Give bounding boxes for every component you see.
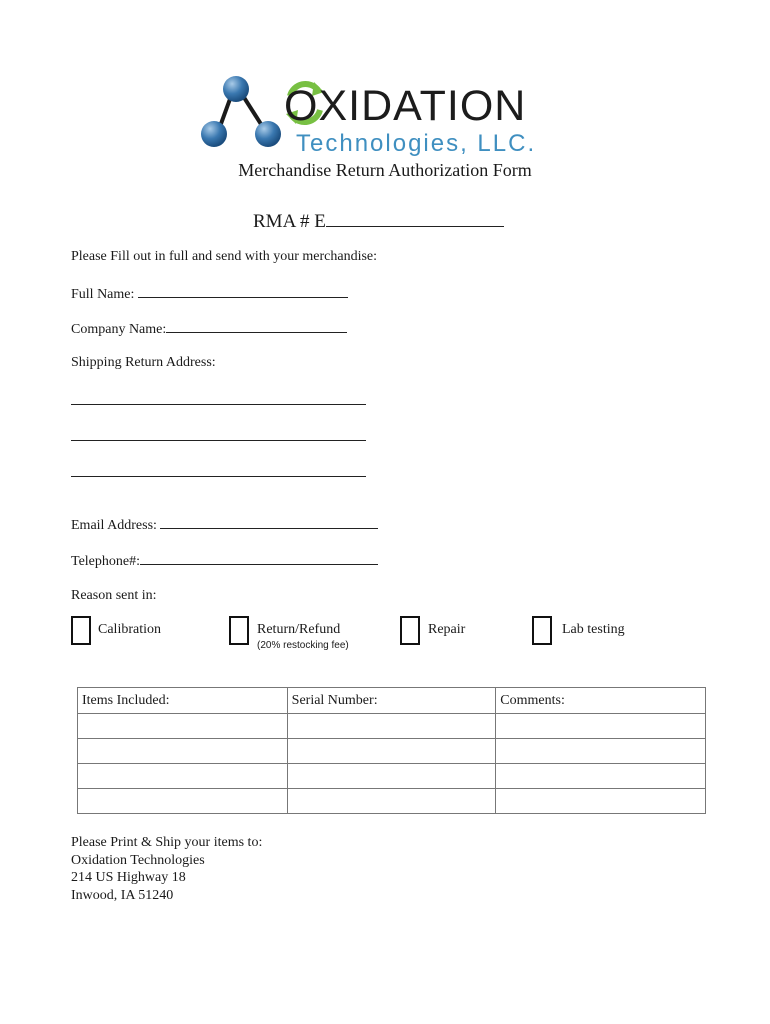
email-field[interactable] xyxy=(71,516,378,534)
table-cell[interactable] xyxy=(287,714,496,739)
items-table xyxy=(77,687,706,814)
table-cell[interactable] xyxy=(78,764,288,789)
calibration-label: Calibration xyxy=(98,622,161,637)
address-line-2[interactable] xyxy=(71,440,366,441)
repair-label: Repair xyxy=(428,622,466,637)
oxidation-logo xyxy=(196,74,576,160)
table-cell[interactable] xyxy=(496,764,706,789)
rma-blank[interactable] xyxy=(326,208,504,227)
ship-company: Oxidation Technologies xyxy=(71,852,205,868)
table-cell[interactable] xyxy=(496,739,706,764)
company-name-label: Company Name: xyxy=(71,322,167,337)
table-cell[interactable] xyxy=(78,714,288,739)
return-refund-checkbox[interactable] xyxy=(229,616,249,645)
molecule-icon xyxy=(201,76,281,147)
ship-city-state-zip: Inwood, IA 51240 xyxy=(71,887,174,903)
full-name-label: Full Name: xyxy=(71,287,135,302)
company-name-field[interactable] xyxy=(71,320,347,338)
company-name-blank[interactable] xyxy=(166,320,347,333)
address-line-1[interactable] xyxy=(71,404,366,405)
lab-testing-checkbox[interactable] xyxy=(532,616,552,645)
table-cell[interactable] xyxy=(287,739,496,764)
rma-number-field[interactable] xyxy=(253,208,504,233)
logo-name: OXIDATION xyxy=(284,82,527,130)
rma-label: RMA # E xyxy=(253,211,326,232)
email-blank[interactable] xyxy=(160,516,378,529)
table-row xyxy=(78,764,706,789)
full-name-blank[interactable] xyxy=(138,285,348,298)
address-line-3[interactable] xyxy=(71,476,366,477)
form-title: Merchandise Return Authorization Form xyxy=(238,160,532,180)
return-refund-label: Return/Refund xyxy=(257,622,341,637)
instruction-text: Please Fill out in full and send with your merchandise: xyxy=(71,249,378,264)
ship-to-address xyxy=(71,834,262,904)
table-cell[interactable] xyxy=(287,764,496,789)
comments-header: Comments: xyxy=(496,688,706,714)
telephone-field[interactable] xyxy=(71,552,378,570)
table-cell[interactable] xyxy=(496,714,706,739)
full-name-field[interactable] xyxy=(71,285,348,303)
table-row xyxy=(78,739,706,764)
table-cell[interactable] xyxy=(78,739,288,764)
lab-testing-label: Lab testing xyxy=(562,622,625,637)
ship-instruction: Please Print & Ship your items to: xyxy=(71,835,263,850)
shipping-address-label: Shipping Return Address: xyxy=(71,355,216,370)
items-included-header: Items Included: xyxy=(78,688,288,714)
calibration-checkbox[interactable] xyxy=(71,616,91,645)
restocking-fee-note: (20% restocking fee) xyxy=(257,640,349,651)
email-label: Email Address: xyxy=(71,518,157,533)
logo-subtitle: Technologies, LLC. xyxy=(296,130,537,157)
serial-number-header: Serial Number: xyxy=(287,688,496,714)
table-row xyxy=(78,714,706,739)
telephone-blank[interactable] xyxy=(140,552,378,565)
ship-street: 214 US Highway 18 xyxy=(71,870,186,885)
table-header-row xyxy=(78,688,706,714)
repair-checkbox[interactable] xyxy=(400,616,420,645)
telephone-label: Telephone#: xyxy=(71,554,140,569)
table-row xyxy=(78,789,706,814)
table-cell[interactable] xyxy=(78,789,288,814)
table-cell[interactable] xyxy=(496,789,706,814)
table-cell[interactable] xyxy=(287,789,496,814)
reason-label: Reason sent in: xyxy=(71,588,157,603)
